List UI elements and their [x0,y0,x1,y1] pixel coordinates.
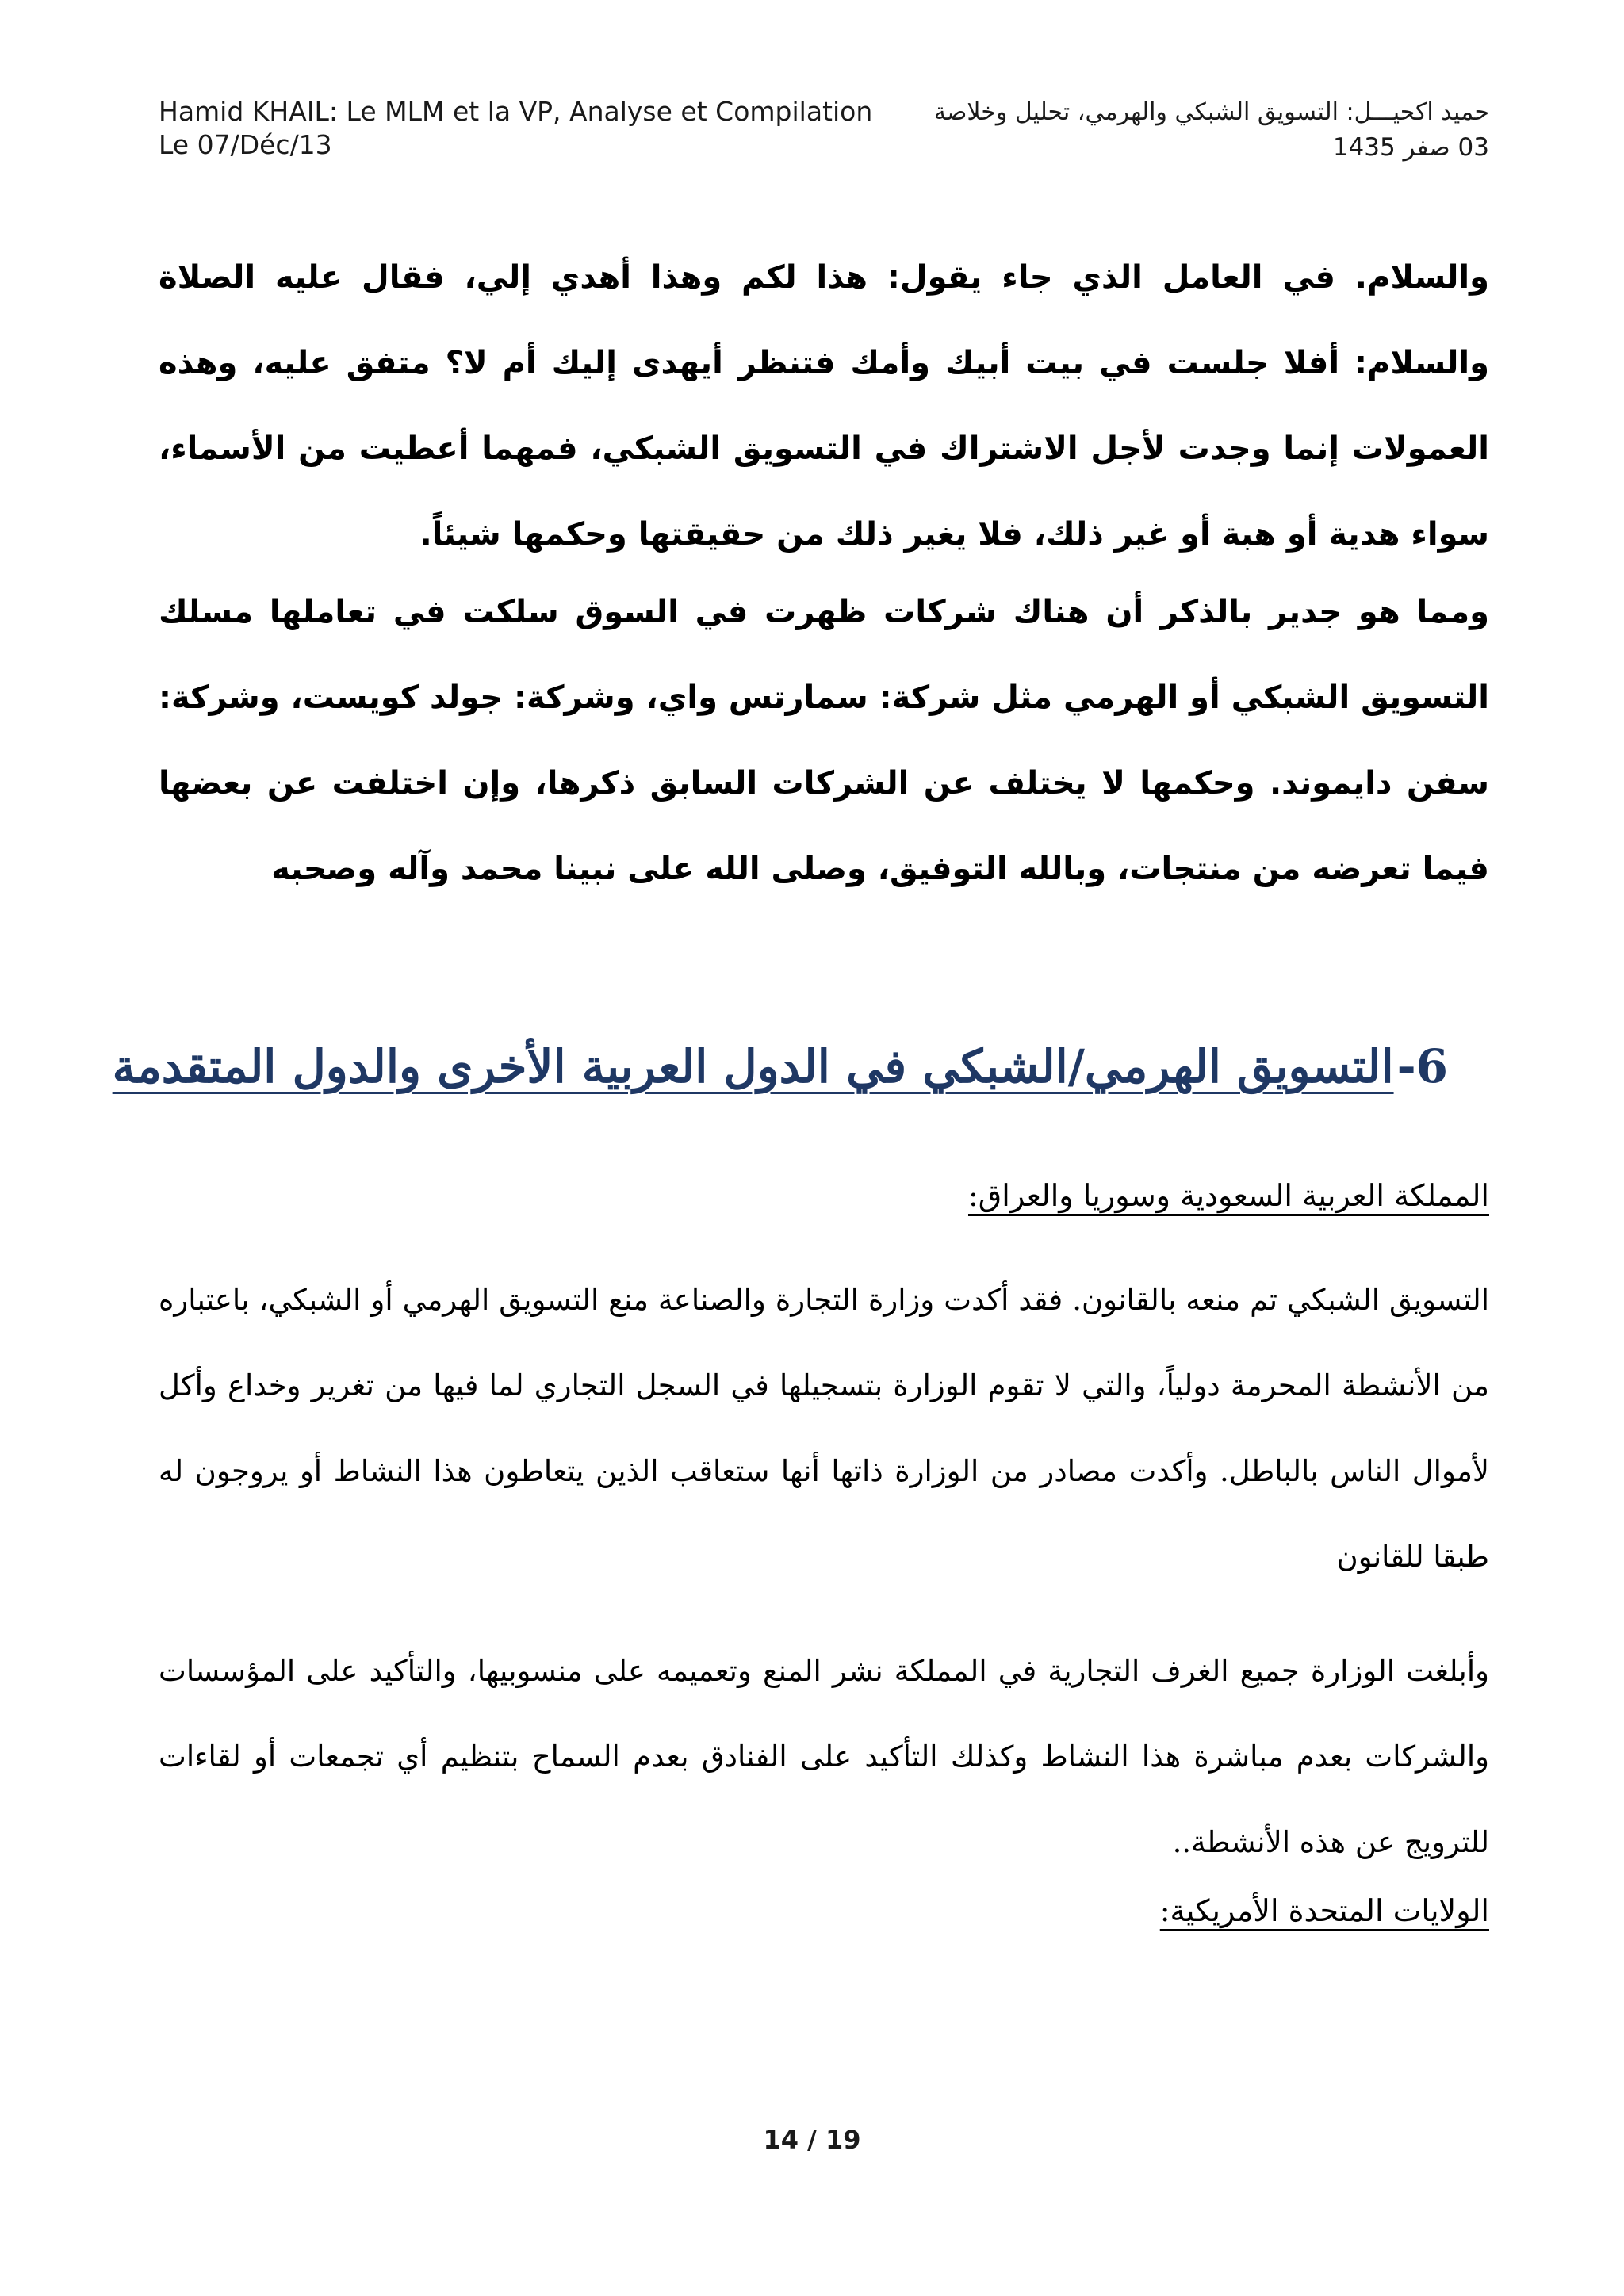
paragraph-3: التسويق الشبكي تم منعه بالقانون. فقد أكدت وزارة التجارة والصناعة منع التسويق الهرمي أو الشبكي، باعتباره من الأنشطة المحرمة دولياً، والتي لا تقوم الوزارة بتسجيلها في السجل التجاري لما فيها من تغرير وخداع وأكل لأموال الناس بالباطل. وأكدت مصادر من الوزارة ذاتها أنها ستعاقب الذين يتعاطون هذا النشاط أو يروجون له طبقا للقانون [159,1283,1489,1574]
subheading-saudi-syria-iraq: المملكة العربية السعودية وسوريا والعراق: [967,1178,1489,1213]
header-title-latin: Hamid KHAIL: Le MLM et la VP, Analyse et Compilation [159,96,873,127]
page-number: 14 / 19 [763,2125,861,2155]
header-left [159,95,872,162]
paragraph-2: ومما هو جدير بالذكر أن هناك شركات ظهرت في السوق سلكت في تعاملها مسلك التسويق الشبكي أو الهرمي مثل شركة: سمارتس واي، وشركة: جولد كويست، وشركة: سفن دايموند. وحكمها لا يختلف عن الشركات السابق ذكرها، وإن اختلفت عن بعضها فيما تعرضه من منتجات، وبالله التوفيق، وصلى الله على نبينا محمد وآله وصحبه [159,594,1489,887]
paragraph-4: وأبلغت الوزارة جميع الغرف التجارية في المملكة نشر المنع وتعميمه على منسوبيها، والتأكيد على المؤسسات والشركات بعدم مباشرة هذا النشاط وكذلك التأكيد على الفنادق بعدم السماح بتنظيم أي تجمعات أو لقاءات للترويج عن هذه الأنشطة.. [159,1654,1489,1859]
paragraph-1: والسلام. في العامل الذي جاء يقول: هذا لكم وهذا أهدي إلي، فقال عليه الصلاة والسلام: أفلا جلست في بيت أبيك وأمك فتنظر أيهدى إليك أم لا؟ متفق عليه، وهذه العمولات إنما وجدت لأجل الاشتراك في التسويق الشبكي، فمهما أعطيت من الأسماء، سواء هدية أو هبة أو غير ذلك، فلا يغير ذلك من حقيقتها وحكمها شيئاً. [159,259,1489,553]
header-date-latin: Le 07/Déc/13 [159,129,332,160]
subheading-usa: الولايات المتحدة الأمريكية: [1159,1893,1489,1928]
section-title: التسويق الهرمي/الشبكي في الدول العربية الأخرى والدول المتقدمة [112,1039,1394,1093]
header-right [934,95,1489,165]
header-date-hijri: 03 صفر 1435 [1332,133,1489,162]
header-title-arabic: حميد اكحيـــل: التسويق الشبكي والهرمي، تحليل وخلاصة [933,98,1489,126]
section-heading [113,1031,1448,1102]
section-number: 6- [1396,1039,1448,1093]
